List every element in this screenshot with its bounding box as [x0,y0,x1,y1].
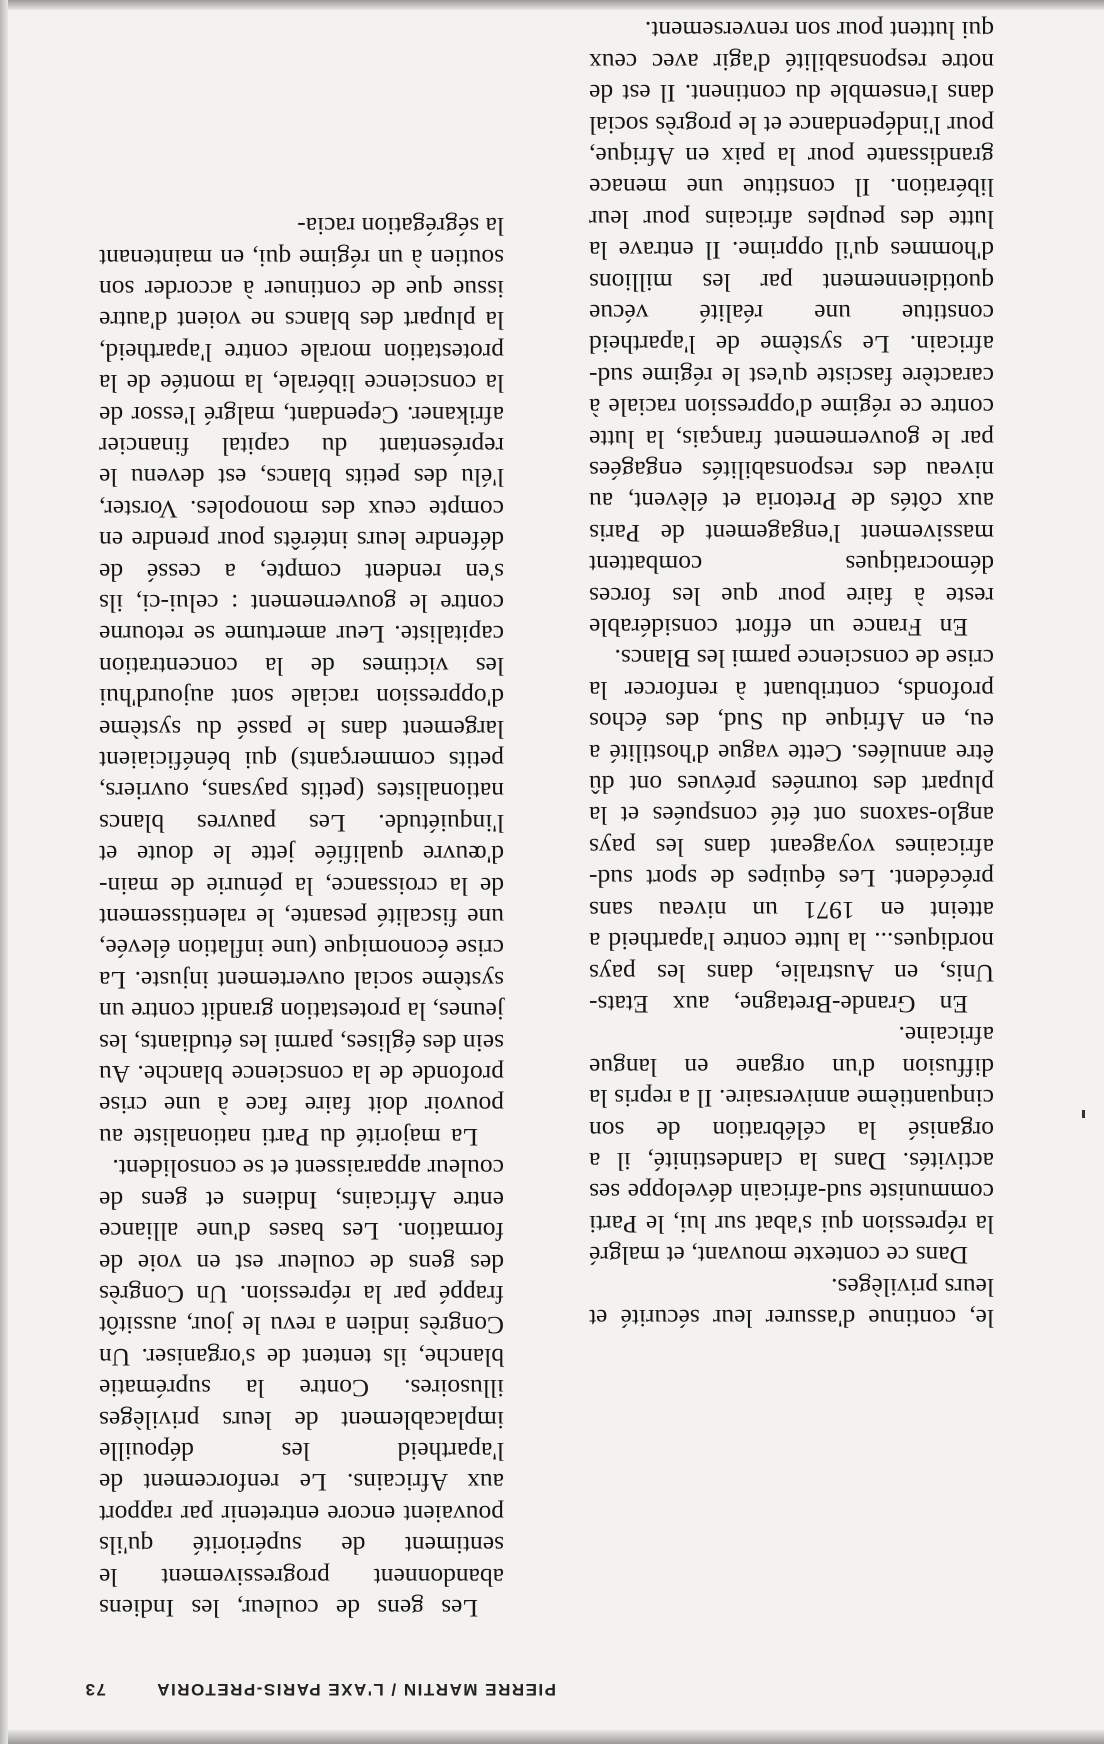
text-column-second [589,15,994,1334]
paragraph: Les gens de couleur, les Indiens abandonnent progressivement le sentiment de supériorité qu'ils pouvaient encore entretenir par rapport aux Africains. Le renforcement de l'apartheid les dépouille implacablement de leurs privilèges illusoires. Contre la suprématie blanche, ils tentent de s'organiser. Un Congrès indien a revu le jour, aussitôt frappé par la répression. Un Congrès des gens de couleur est en voie de formation. Les bases d'une alliance entre Africains, Indiens et gens de couleur apparaissent et se consolident. [99,1154,504,1623]
paragraph: En France un effort considérable reste à faire pour que les forces démocratiques combattent massivement l'engagement de Paris aux côtés de Pretoria et élèvent, au niveau des responsabilités engagées par le gouvernement français, la lutte contre ce régime d'oppression raciale à caractère fasciste qu'est le régime sud-africain. Le système de l'apartheid constitue une réalité vécue quotidiennement par les millions d'hommes qu'il opprime. Il entrave la lutte des peuples africains pour leur libération. Il constitue une menace grandissante pour la paix en Afrique, pour l'indépendance et le progrès social dans l'ensemble du continent. Il est de notre responsabilité d'agir avec ceux qui luttent pour son renversement. [589,16,994,643]
page-number: 73 [84,1680,106,1699]
paragraph: La majorité du Parti nationaliste au pouvoir doit faire face à une crise profonde de la conscience blanche. Au sein des églises, parmi les étudiants, les jeunes, la protestation grandit contre un système social ouvertement injuste. La crise économique (une inflation élevée, une fiscalité pesante, le ralentissement de la croissance, la pénurie de main-d'œuvre qualifiée jette le doute et l'inquiétude. Les pauvres blancs nationalistes (petits paysans, ouvriers, petits commerçants) qui bénéficiaient largement dans le passé du système d'oppression raciale sont aujourd'hui les victimes de la concentration capitaliste. Leur amertume se retourne contre le gouvernement : celui-ci, ils s'en rendent compte, a cessé de défendre leurs intérêts pour prendre en compte ceux des monopoles. Vorster, l'élu des petits blancs, est devenu le représentant du capital financier afrikaner. Cependant, malgré l'essor de la conscience libérale, la montée de la protestation morale contre l'apartheid, la plupart des blancs ne voient d'autre issue que de continuer à accorder son soutien à un régime qui, en maintenant la ségrégation racia- [99,212,504,1152]
top-scan-edge [0,1730,1104,1744]
running-head-title: PIERRE MARTIN / L'AXE PARIS-PRETORIA [155,1680,556,1699]
paragraph: Dans ce contexte mouvant, et malgré la répression qui s'abat sur lui, le Parti communiste sud-africain développe ses activités. Dans la clandestinité, il a organisé la célébration de son cinquantième anniversaire. Il a repris la diffusion d'un organe en langue africaine. [589,1021,994,1271]
text-column-first [99,211,504,1624]
right-scan-edge [0,0,8,1744]
running-head [84,1679,556,1699]
paragraph: En Grande-Bretagne, aux Etats-Unis, en Australie, dans les pays nordiques... la lutte contre l'apartheid a atteint en 1971 un niveau sans précédent. Les équipes de sport sud-africaines voyageant dans les pays anglo-saxons ont été conspuées et la plupart des tournées prévues ont dû être annulées. Cette vague d'hostilité a eu, en Afrique du Sud, des échos profonds, contribuant à renforcer la crise de conscience parmi les Blancs. [589,644,994,1019]
scan-speck [1082,1110,1085,1118]
bottom-scan-edge [0,0,1104,10]
paragraph: le, continue d'assurer leur sécurité et leurs privilèges. [589,1272,994,1333]
